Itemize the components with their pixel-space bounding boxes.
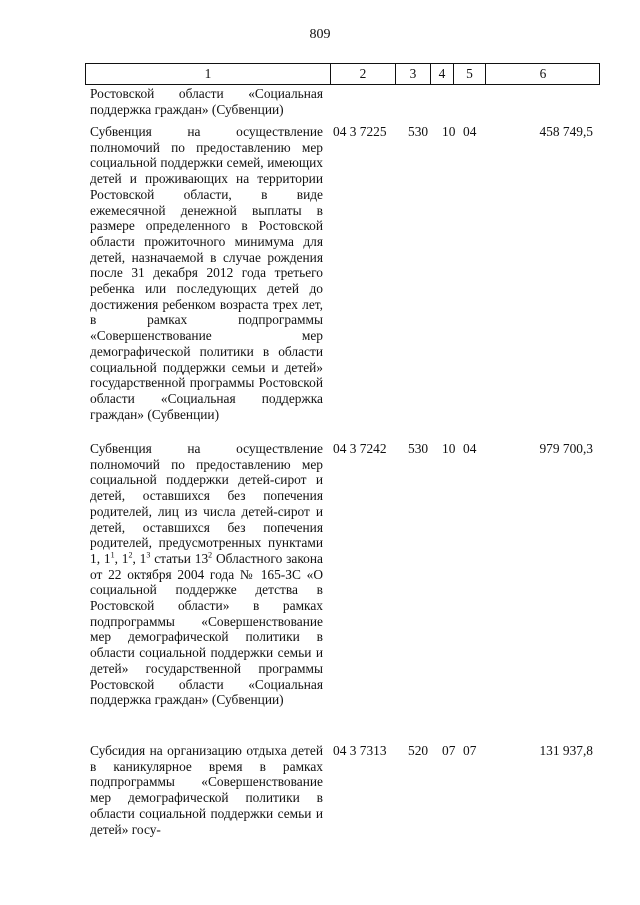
header-col-1: 1 xyxy=(86,64,331,84)
amount: 458 749,5 xyxy=(539,124,593,139)
subsection-code: 04 xyxy=(463,124,477,139)
row-description: Субвенция на осуществление полномочий по предоставлению мер социальной поддержки детей-сирот и детей, оставшихся без попечения родителей, лиц из числа детей-сирот и детей, оставшихся без попечения родителей, предусмотренных пунктами 1, $1^1$, $1^2$, $1^3$ статьи $13^2$ Областного закона от 22 октября 2004 года № 165-ЗС «О социальной поддержке детства в Ростовской области» в рамках подпрограммы «Совершенствование мер демографической политики в области социальной поддержки семьи и детей» государственной программы Ростовской области «Социальная поддержка граждан» (Субвенции) xyxy=(90,441,323,708)
subsection-code: 04 xyxy=(463,441,477,456)
header-col-2: 2 xyxy=(331,64,396,84)
target-code: 04 3 7242 xyxy=(333,441,387,456)
section-code: 10 xyxy=(442,124,456,139)
row-description: Субсидия на организацию отдыха детей в каникулярное время в рамках подпрограммы «Совершенствование мер демографической политики в области социальной поддержки семьи и детей» госу- xyxy=(90,743,323,837)
header-col-6: 6 xyxy=(539,66,547,81)
target-code: 04 3 7313 xyxy=(333,743,387,758)
header-col-4: 4 xyxy=(431,64,454,84)
header-col-5: 5 xyxy=(454,64,486,84)
section-code: 10 xyxy=(442,441,456,456)
expense-type: 520 xyxy=(408,743,429,758)
table-header xyxy=(85,63,600,85)
header-col-3: 3 xyxy=(396,64,431,84)
expense-type: 530 xyxy=(408,124,429,139)
subsection-code: 07 xyxy=(463,743,477,758)
amount: 131 937,8 xyxy=(539,743,593,758)
page-number: 809 xyxy=(309,27,331,42)
target-code: 04 3 7225 xyxy=(333,124,387,139)
section-code: 07 xyxy=(442,743,456,758)
row-description: Субвенция на осуществление полномочий по предоставлению мер социальной поддержки семей, имеющих детей и проживающих на территории Ростовской области, в виде ежемесячной денежной выплаты в размере определенного в Ростовской области прожиточного минимума для детей, назначаемой в случае рождения после 31 декабря 2012 года третьего ребенка или последующих детей до достижения ребенком возраста трех лет, в рамках подпрограммы «Совершенствование мер демографической политики в области социальной поддержки семьи и детей» государственной программы Ростовской области «Социальная поддержка граждан» (Субвенции) xyxy=(90,124,323,422)
expense-type: 530 xyxy=(408,441,429,456)
row-description: Ростовской области «Социальная поддержка граждан» (Субвенции) xyxy=(90,86,323,117)
amount: 979 700,3 xyxy=(539,441,593,456)
